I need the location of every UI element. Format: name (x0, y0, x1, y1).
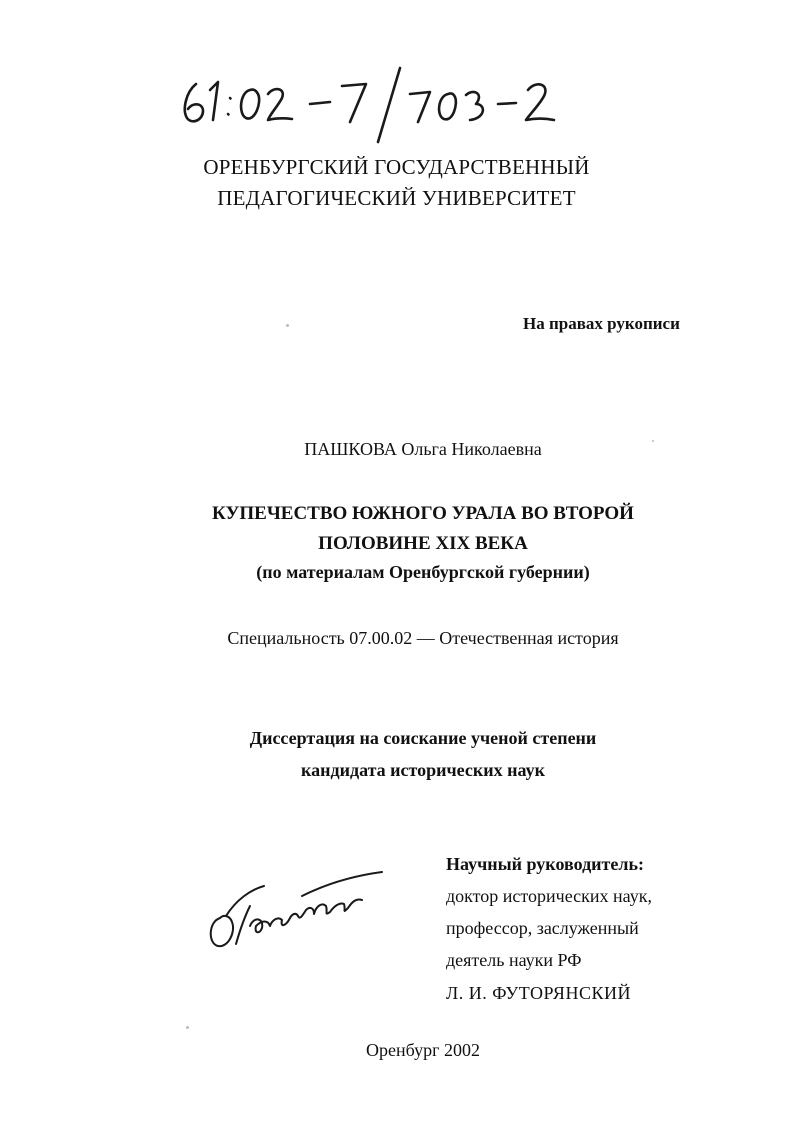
dissertation-title (0, 499, 793, 559)
author-surname: ПАШКОВА (304, 439, 397, 459)
supervisor-title: профессор, заслуженный (446, 918, 639, 938)
dissertation-subtitle: (по материалам Оренбургской губернии) (256, 562, 590, 582)
supervisor-honor: деятель науки РФ (446, 950, 582, 970)
rights-note: На правах рукописи (523, 314, 680, 333)
university-name (0, 152, 793, 214)
degree-line-2: кандидата исторических наук (301, 760, 545, 780)
degree-line-1: Диссертация на соискание ученой степени (249, 728, 597, 748)
city-year: Оренбург 2002 (366, 1040, 480, 1060)
supervisor-degree: доктор исторических наук, (446, 886, 652, 906)
university-line-2: ПЕДАГОГИЧЕСКИЙ УНИВЕРСИТЕТ (217, 186, 576, 210)
supervisor-name: Л. И. ФУТОРЯНСКИЙ (446, 983, 631, 1003)
scan-speck (652, 440, 654, 442)
author-given-names: Ольга Николаевна (401, 439, 542, 459)
title-line-2: ПОЛОВИНЕ XIX ВЕКА (318, 533, 528, 554)
scan-speck (286, 324, 289, 327)
degree-statement (0, 722, 793, 786)
specialty-line: Специальность 07.00.02 — Отечественная история (227, 628, 619, 648)
university-line-1: ОРЕНБУРГСКИЙ ГОСУДАРСТВЕННЫЙ (203, 155, 590, 179)
supervisor-heading: Научный руководитель: (446, 854, 644, 874)
scan-speck (186, 1026, 189, 1029)
supervisor-block (446, 848, 652, 1009)
title-line-1: КУПЕЧЕСТВО ЮЖНОГО УРАЛА ВО ВТОРОЙ (212, 503, 634, 524)
author-name (0, 439, 793, 460)
handwritten-catalog-code (178, 62, 578, 152)
author-signature (206, 856, 386, 956)
